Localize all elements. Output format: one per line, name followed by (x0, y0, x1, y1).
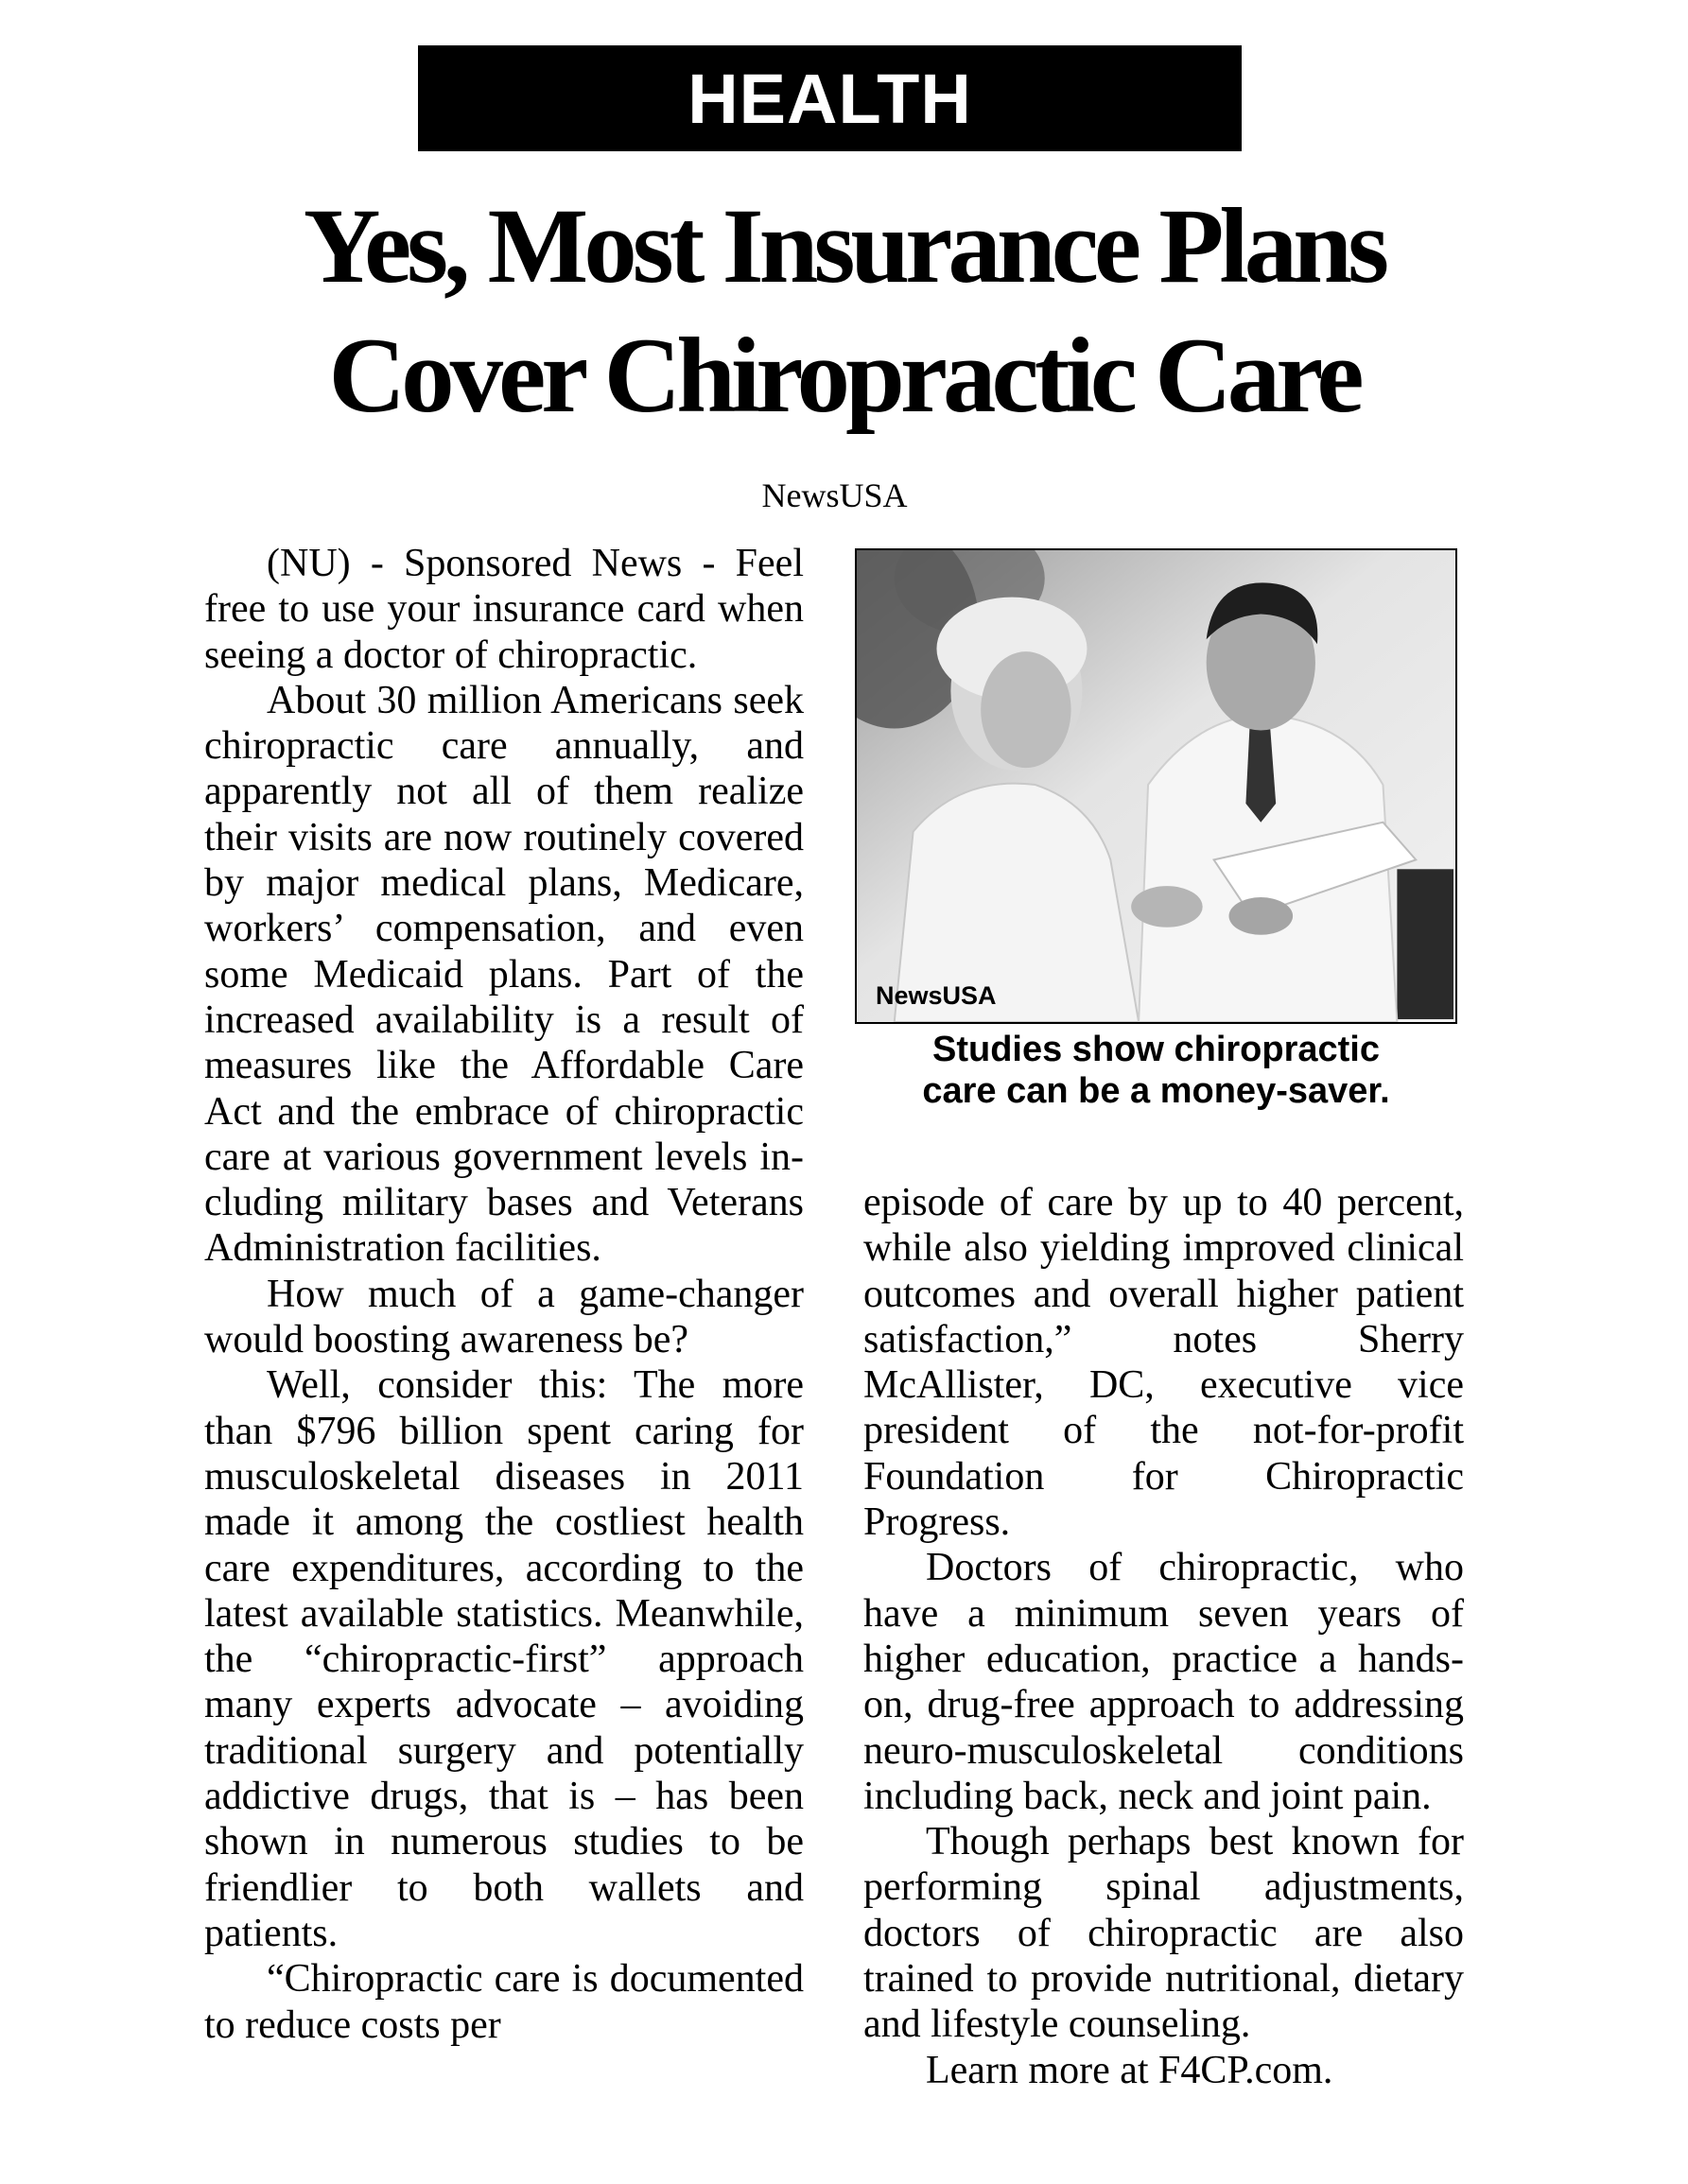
article-column-right (863, 1180, 1464, 2093)
paragraph: How much of a game-changer would boosting awareness be? (204, 1272, 804, 1362)
photo-credit: NewsUSA (876, 981, 997, 1010)
paragraph: Though perhaps best known for performing spinal adjustments, doctors of chiropractic are also trained to provide nutritional, dietary and lifestyle counseling. (863, 1820, 1464, 2047)
paragraph: About 30 million Americans seek chiropractic care annually, and apparently not all of them realize their visits are now routinely covered by major medical plans, Medicare, workers’ compensation, and even some Medicaid plans. Part of the increased availability is a result of measures like the Affordable Care Act and the embrace of chiropractic care at various government levels including military bases and Veterans Administration facilities. (204, 678, 804, 1271)
headline-line-1: Yes, Most Insurance Plans (303, 187, 1385, 305)
byline: NewsUSA (761, 477, 908, 514)
section-banner (418, 45, 1242, 151)
paragraph: Learn more at F4CP.com. (926, 2048, 1333, 2092)
photo-caption (855, 1029, 1457, 1112)
paragraph: episode of care by up to 40 percent, while also yielding improved clinical outcomes and overall higher patient satisfaction,” notes Sherry McAllister, DC, executive vice president of the not-for-profit Foundation for Chiropractic Progress. (863, 1181, 1464, 1545)
article-photo (855, 548, 1457, 1024)
paragraph: Doctors of chiropractic, who have a minimum seven years of higher education, practice a hands-on, drug-free approach to addressing neuro-musculoskeletal conditions including back, neck and joint pain. (863, 1546, 1464, 1818)
caption-line-1: Studies show chiropractic (932, 1030, 1380, 1069)
paragraph: “Chiropractic care is documented to reduce costs per (204, 1957, 804, 2047)
article-column-left (204, 541, 804, 2048)
caption-line-2: care can be a money-saver. (922, 1071, 1390, 1111)
paragraph: Well, consider this: The more than $796 billion spent caring for musculoskeletal diseases in 2011 made it among the costliest health care expenditures, according to the latest available statistics. Meanwhile, the “chiropractic-first” approach many experts advocate – avoiding traditional surgery and potentially addictive drugs, that is – has been shown in numerous studies to be friendlier to both wallets and patients. (204, 1363, 804, 1955)
paragraph: (NU) - Sponsored News - Feel free to use your insurance card when seeing a doctor of chiropractic. (204, 542, 804, 677)
headline-line-2: Cover Chiropractic Care (328, 317, 1360, 435)
photo-illustration (857, 550, 1455, 1022)
article-headline (142, 182, 1546, 441)
section-label: HEALTH (687, 59, 972, 138)
